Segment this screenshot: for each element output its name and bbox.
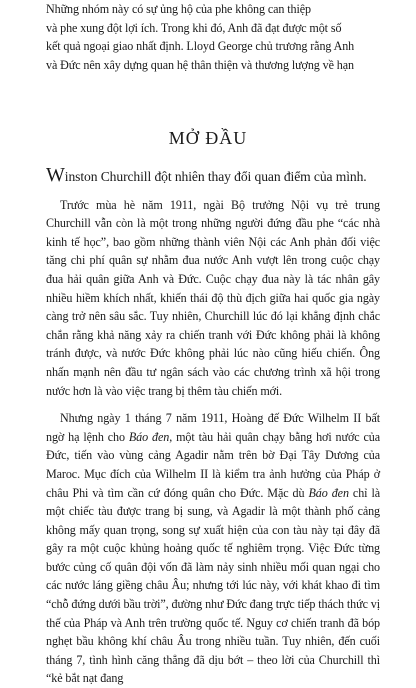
text-line: Những nhóm này có sự ủng hộ của phe không can thiệp <box>46 2 311 16</box>
text-line: và phe xung đột lợi ích. Trong khi đó, Anh đã đạt được một số <box>46 20 342 35</box>
opening-paragraph <box>46 166 380 187</box>
text-line: kết quả ngoại giao nhất định. Lloyd George chủ trương rằng Anh <box>46 39 355 54</box>
opening-text: inston Churchill đột nhiên thay đổi quan điểm của mình. <box>64 169 367 184</box>
previous-page-paragraph <box>46 0 380 74</box>
chapter-title: MỞ ĐẦU <box>168 128 248 148</box>
drop-cap: W <box>46 164 65 186</box>
body-paragraph: Nhưng ngày 1 tháng 7 năm 1911, Hoàng đế Đức Wilhelm II bất ngờ hạ lệnh cho Báo đen, một tàu hải quân chạy bằng hơi nước của Đức, tiến vào vùng cảng Agadir nằm trên bờ Đại Tây Dương của Maroc. Mục đích của Wilhelm II là kiểm tra ảnh hưởng của Pháp ở châu Phi và tìm cần cứ đóng quân cho Đức. Mặc dù Báo đen chỉ là một chiếc tàu được trang bị sung, và Agadir là một thành phố cảng không mấy quan trọng, song sự xuất hiện của con tàu này tại đây đã gây ra một cuộc khủng hoảng quốc tế nghiêm trọng. Việc Đức từng bước củng cố quân đội vốn đã làm nảy sinh nhiều mối quan ngại cho các nước láng giềng châu Âu; nhưng tới lúc này, với khát khao đi tìm “chỗ đứng dưới bầu trời”, đường như Đức đang trực tiếp thách thức vị thế của Pháp và Anh trên trường quốc tế. Nguy cơ chiến tranh đã bóp nghẹt bầu không khí châu Âu trong nhiều tuần. Tuy nhiên, đến cuối tháng 7, tình hình căng thẳng đã dịu bớt – theo lời của Churchill thì “kẻ bắt nạt đang <box>46 411 380 686</box>
ship-name: Báo đen <box>128 429 170 444</box>
body-paragraph: Trước mùa hè năm 1911, ngài Bộ trưởng Nội vụ trẻ trung Churchill vẫn còn là một trong những người đứng đầu phe “các nhà kinh tế học”, bao gồm những thành viên Nội các Anh phản đối việc tăng chi phí quân sự nhằm đua nước Anh vượt lên trong cuộc chạy đua hải quân giữa Anh và Đức. Cuộc chạy đua này là tác nhân gây nhiều hiềm khích nhất, khiến thái độ thù địch giữa hai quốc gia ngày càng trở nên sâu sắc. Tuy nhiên, Churchill lúc đó lại khẳng định chắc chắn rằng khả năng xảy ra chiến tranh với Đức không phải là không tránh được, và nước Đức không phải lúc nào cũng hiếu chiến. Ông nhấn mạnh nên đầu tư ngân sách vào các chương trình xã hội trong nước hơn là vào việc trang bị thêm tàu chiến mới. <box>46 197 380 398</box>
ship-name: Báo đen <box>308 485 349 500</box>
chapter-body <box>46 166 380 688</box>
text-line: và Đức nên xây dựng quan hệ thân thiện và thương lượng về hạn <box>46 57 354 72</box>
